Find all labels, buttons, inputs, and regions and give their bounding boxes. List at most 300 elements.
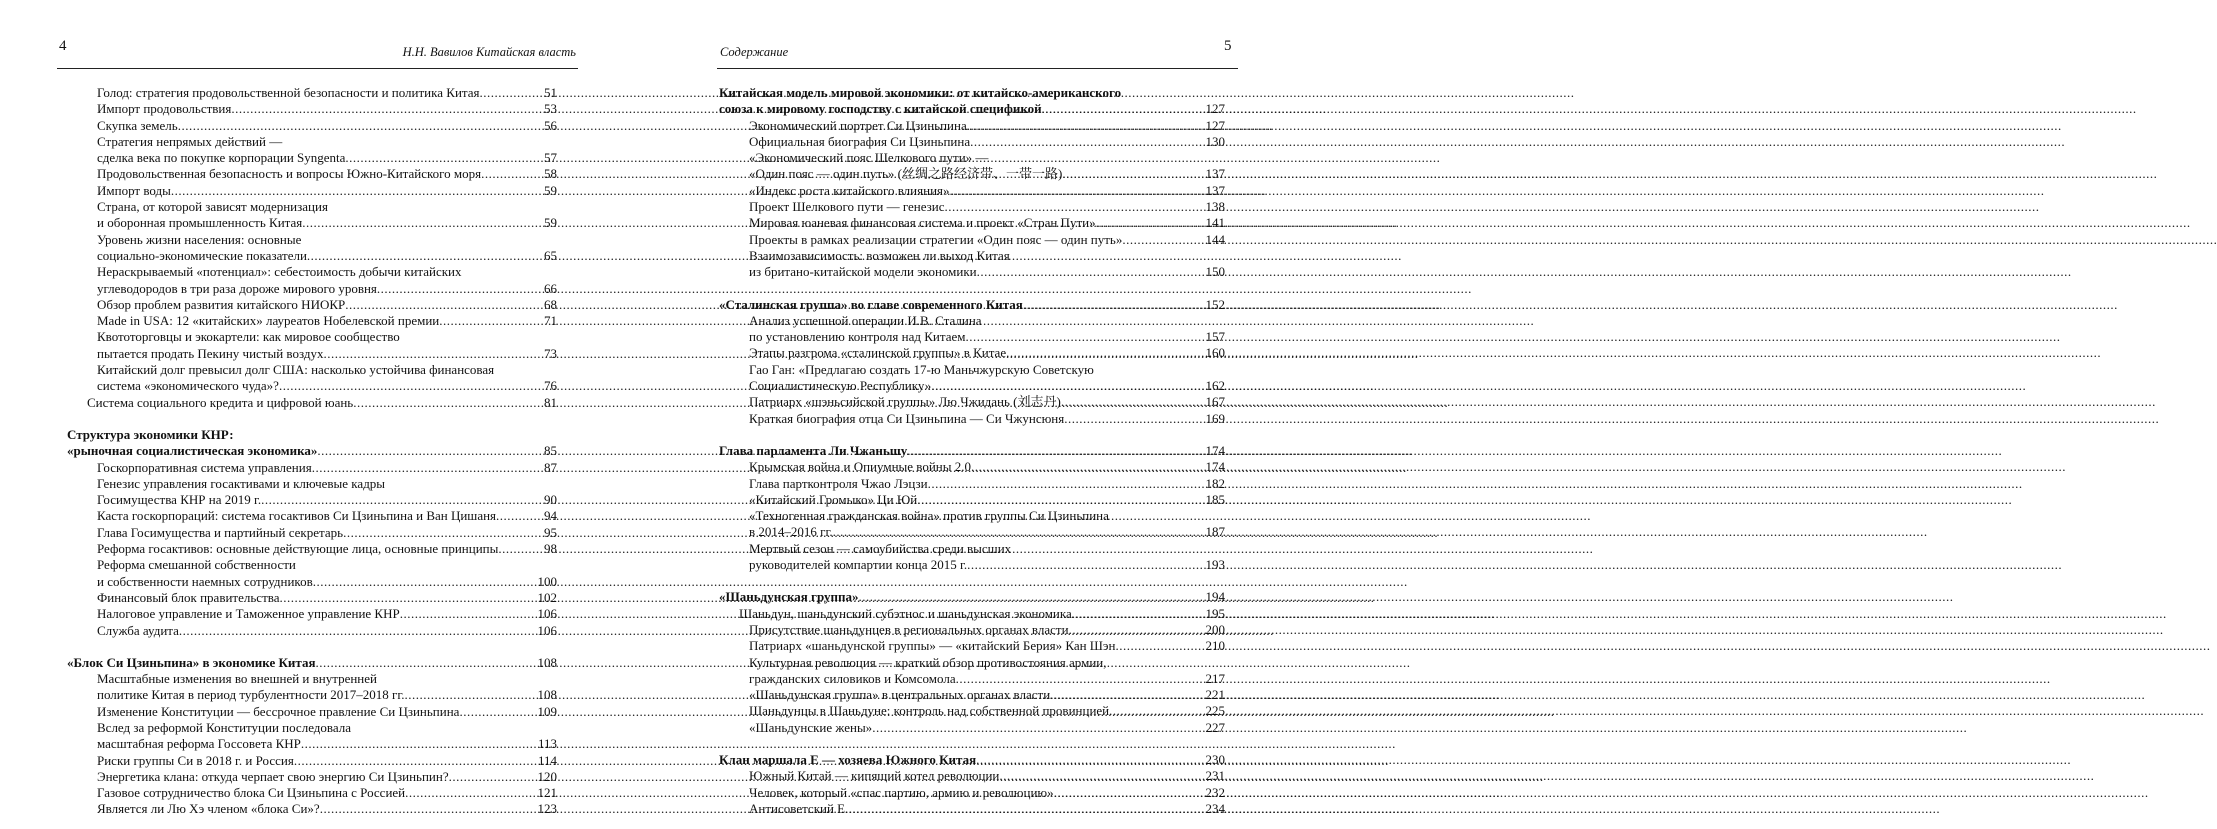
toc-page-number: 221: [1205, 687, 1225, 703]
dot-leader: [324, 346, 545, 362]
toc-entry: [719, 720, 1225, 736]
toc-entry-title-line: Шаньдун, шаньдунский субэтнос и шаньдунская экономика: [739, 605, 1072, 621]
toc-entry-title-line: Мировая юаневая финансовая система и проект «Стран Пути»: [749, 215, 1096, 231]
toc-entry-title-line: из британо-китайской модели экономики: [749, 264, 977, 280]
toc-entry-line: [97, 508, 557, 524]
dot-leader: [343, 525, 544, 541]
toc-page-number: 225: [1205, 703, 1225, 719]
toc-entry-title-line: Анализ успешной операции И.В. Сталина: [749, 312, 982, 328]
toc-entry-title-line: Антисоветский Е: [749, 800, 846, 816]
toc-entry-title-line: в 2014–2016 гг.: [749, 524, 833, 540]
toc-entry: [719, 215, 1225, 231]
toc-entry: [67, 329, 557, 362]
toc-entry-title-line: углеводородов в три раза дороже мирового уровня: [97, 280, 377, 296]
toc-entry-title-line: Присутствие шаньдунцев в региональных органах власти: [749, 621, 1069, 637]
dot-leader: [353, 395, 544, 411]
toc-page-number: 57: [544, 150, 557, 166]
toc-entry-title-line: Газовое сотрудничество блока Си Цзиньпина с Россией: [97, 785, 406, 801]
toc-entry-line: [749, 411, 1225, 427]
dot-leader: [967, 118, 1206, 134]
toc-entry-title-line: Служба аудита: [97, 622, 179, 638]
toc-entry-title-line: Импорт продовольствия: [97, 101, 232, 117]
toc-entry-title-line: Скупка земель: [97, 117, 178, 133]
toc-page-number: 193: [1205, 557, 1225, 573]
toc-page-number: 114: [537, 752, 557, 768]
toc-entry-line: [749, 638, 1225, 654]
toc-entry-title-line: «рыночная социалистическая экономика»: [67, 443, 318, 459]
toc-entry-line: [97, 85, 557, 101]
toc-entry-title-line: Глава партконтроля Чжао Лэцзи: [749, 475, 928, 491]
toc-page-number: 141: [1205, 215, 1225, 231]
toc-page-number: 65: [544, 247, 557, 263]
toc-entry-title-line: Госкорпоративная система управления: [97, 459, 312, 475]
toc-entry-line: [97, 346, 557, 362]
toc-entry: [67, 183, 557, 199]
toc-entry: [67, 557, 557, 590]
toc-entry-title-line: Нераскрываемый «потенциал»: себестоимость добычи китайских: [97, 264, 462, 280]
dot-leader: [945, 199, 1206, 215]
dot-leader: [928, 476, 1206, 492]
toc-page-number: 130: [1205, 133, 1225, 149]
toc-entry-title-line: «Техногенная гражданская война» против группы Си Цзиньпина: [749, 508, 1109, 524]
toc-entry: [719, 638, 1225, 654]
left-page: [0, 0, 640, 829]
toc-entry-title-line: Масштабные изменения во внешней и внутренней: [97, 671, 377, 687]
toc-entry-title-line: Патриарх «шэньсийской группы» Лю Чжидань (刘志丹): [749, 394, 1061, 410]
toc-entry-line: [719, 443, 1225, 459]
toc-entry-line: [97, 118, 557, 134]
dot-leader: [1115, 638, 1205, 654]
toc-entry-title-line: Уровень жизни населения: основные: [97, 231, 302, 247]
dot-leader: [449, 769, 538, 785]
toc-page-number: 94: [544, 508, 557, 524]
dot-leader: [967, 557, 1205, 573]
toc-page-number: 66: [544, 280, 557, 296]
toc-page-number: 98: [544, 541, 557, 557]
toc-entry-title-line: Продовольственная безопасность и вопросы Южно-Китайского моря: [97, 166, 482, 182]
toc-page-number: 87: [544, 459, 557, 475]
toc-entry: [67, 623, 557, 639]
toc-entry-title-line: «Сталинская группа» во главе современного Китая: [719, 296, 1023, 312]
dot-leader: [931, 378, 1205, 394]
dot-leader: [976, 752, 1205, 768]
toc-page-number: 234: [1205, 800, 1225, 816]
toc-entry: [67, 362, 557, 395]
toc-chapter: [719, 443, 1225, 459]
toc-entry-line: [97, 297, 557, 313]
toc-entry: [719, 345, 1225, 361]
toc-entry-line: [97, 460, 557, 476]
running-head: Содержание: [720, 45, 789, 59]
toc-entry: [67, 541, 557, 557]
dot-leader: [294, 753, 538, 769]
toc-page-number: 169: [1205, 410, 1225, 426]
dot-leader: [405, 785, 537, 801]
toc-entry-title-line: Налоговое управление и Таможенное управление КНР: [97, 606, 400, 622]
toc-entry: [719, 687, 1225, 703]
toc-entry: [719, 459, 1225, 475]
toc-page-number: 217: [1205, 670, 1225, 686]
toc-entry: [719, 655, 1225, 688]
dot-leader: [439, 313, 544, 329]
dot-leader: [1042, 101, 1206, 117]
toc-entry-title-line: «Экономический пояс Шелкового пути» —: [749, 150, 989, 166]
toc-entry-line: [719, 101, 1225, 117]
toc-entry: [67, 769, 557, 785]
toc-page-number: 121: [537, 785, 557, 801]
toc-entry-line: [749, 215, 1225, 231]
toc-chapter: [67, 427, 557, 460]
toc-entry: [67, 101, 557, 117]
toc-page-number: 108: [537, 654, 557, 670]
toc-entry-line: [97, 313, 557, 329]
running-head: Н.Н. Вавилов Китайская власть: [402, 45, 576, 59]
toc-entry-title-line: Проекты в рамках реализации стратегии «Один пояс — один путь»: [749, 231, 1123, 247]
toc-entry: [719, 801, 1225, 817]
toc-entry-line: [739, 606, 1225, 622]
toc-page-number: 194: [1205, 589, 1225, 605]
toc-page-number: 167: [1205, 394, 1225, 410]
toc-entry-line: [749, 476, 1225, 492]
dot-leader: [301, 736, 538, 752]
toc-entry: [719, 199, 1225, 215]
toc-entry: [67, 460, 557, 476]
toc-entry-title-line: Китайская модель мировой экономики: от китайско-американского: [719, 85, 1122, 100]
toc-entry: [719, 768, 1225, 784]
toc-entry-line: [749, 459, 1225, 475]
toc-entry: [719, 476, 1225, 492]
toc-entry-title-line: Этапы разгрома «сталинской группы» в Китае: [749, 345, 1007, 361]
toc-entry: [67, 264, 557, 297]
toc-entry: [67, 313, 557, 329]
toc-entry-title-line: Вслед за реформой Конституции последовала: [97, 719, 352, 735]
toc-entry-title-line: Экономический портрет Си Цзиньпина: [749, 117, 967, 133]
toc-entry: [67, 525, 557, 541]
toc-page-number: 73: [544, 345, 557, 361]
toc-entry: [719, 183, 1225, 199]
toc-entry-title-line: «Шаньдунская группа» в центральных органах власти: [749, 687, 1051, 703]
dot-leader: [496, 508, 544, 524]
toc-entry-line: [97, 215, 557, 231]
toc-page-number: 160: [1205, 345, 1225, 361]
dot-leader: [480, 85, 545, 101]
header-rule: [57, 68, 578, 69]
toc-entry-line: [97, 166, 557, 182]
toc-entry-title-line: «Индекс роста китайского влияния»: [749, 182, 950, 198]
toc-entry-title-line: Каста госкорпораций: система госактивов Си Цзиньпина и Ван Цишаня: [97, 508, 497, 524]
toc-page-number: 59: [544, 215, 557, 231]
toc-entry: [719, 150, 1225, 183]
toc-page-number: 182: [1205, 475, 1225, 491]
dot-leader: [315, 655, 537, 671]
dot-leader: [377, 281, 544, 297]
toc-entry-line: [749, 329, 1225, 345]
toc-entry-line: [719, 589, 1225, 605]
toc-entry: [67, 166, 557, 182]
toc-entry-title-line: Шаньдунцы в Шаньдуне: контроль над собственной провинцией: [749, 703, 1110, 719]
toc-entry-line: [749, 394, 1225, 410]
toc-entry-title-line: Человек, который «спас партию, армию и революцию»: [749, 784, 1054, 800]
dot-leader: [1109, 703, 1205, 719]
toc-entry-title-line: Импорт воды: [97, 182, 171, 198]
toc-page-number: 195: [1205, 605, 1225, 621]
toc-page-number: 231: [1205, 768, 1225, 784]
toc-entry-title-line: Система социального кредита и цифровой юань: [87, 394, 354, 410]
toc-entry-title-line: «Блок Си Цзиньпина» в экономике Китая: [67, 654, 316, 670]
toc-entry: [719, 785, 1225, 801]
toc-entry-title-line: Крымская война и Опиумные войны 2.0: [749, 459, 971, 475]
dot-leader: [178, 118, 544, 134]
toc-entry-title-line: политике Китая в период турбулентности 2017–2018 гг.: [97, 687, 405, 703]
toc-entry-line: [749, 264, 1225, 280]
dot-leader: [1064, 411, 1205, 427]
toc-page-number: 85: [544, 443, 557, 459]
toc-entry-title-line: «Шаньдунская группа»: [719, 589, 859, 605]
toc-entry: [67, 395, 557, 411]
dot-leader: [1006, 345, 1205, 361]
dot-leader: [907, 443, 1205, 459]
toc-entry-title-line: Мертвый сезон — самоубийства среди высших: [749, 540, 1012, 556]
toc-entry: [67, 134, 557, 167]
toc-entry-title-line: Южный Китай — кипящий котел революции: [749, 768, 1000, 784]
toc-entry-line: [97, 801, 557, 817]
toc-page-number: 150: [1205, 264, 1225, 280]
toc-entry-title-line: союза к мировому господству с китайской спецификой: [719, 101, 1042, 117]
toc-entry-title-line: сделка века по покупке корпорации Syngenta: [97, 150, 346, 166]
toc-page-number: 138: [1205, 199, 1225, 215]
toc-page-number: 200: [1205, 621, 1225, 637]
dot-leader: [859, 589, 1206, 605]
page-number: 5: [1224, 38, 1232, 54]
toc-entry-line: [97, 574, 557, 590]
toc-page-number: 113: [537, 736, 557, 752]
toc-page-number: 137: [1205, 182, 1225, 198]
toc-entry: [719, 541, 1225, 574]
dot-leader: [313, 574, 538, 590]
toc-entry-title-line: пытается продать Пекину чистый воздух: [97, 345, 324, 361]
toc-page-number: 59: [544, 182, 557, 198]
toc-entry-line: [97, 704, 557, 720]
dot-leader: [1096, 215, 1206, 231]
toc-page-number: 100: [537, 573, 557, 589]
toc-entry: [719, 394, 1225, 410]
toc-entry-line: [67, 655, 557, 671]
toc-entry: [67, 232, 557, 265]
dot-leader: [872, 720, 1205, 736]
dot-leader: [1050, 687, 1205, 703]
toc-entry: [67, 85, 557, 101]
toc-page-number: 174: [1205, 442, 1225, 458]
toc-entry-line: [97, 378, 557, 394]
dot-leader: [261, 492, 544, 508]
toc-page-number: 58: [544, 166, 557, 182]
toc-page-number: 123: [537, 801, 557, 817]
toc-page-number: 174: [1205, 459, 1225, 475]
toc-entry: [719, 134, 1225, 150]
dot-leader: [498, 541, 544, 557]
toc-entry-line: [749, 166, 1225, 182]
dot-leader: [1072, 606, 1206, 622]
toc-entry: [67, 199, 557, 232]
toc-page-number: 90: [544, 492, 557, 508]
toc-entry: [719, 313, 1225, 346]
toc-entry-title-line: Китайский долг превысил долг США: насколько устойчива финансовая: [97, 362, 495, 378]
toc-entry-title-line: Стратегия непрямых действий —: [97, 133, 283, 149]
toc-entry-line: [67, 443, 557, 459]
toc-entry-title-line: Является ли Лю Хэ членом «блока Си»?: [97, 801, 320, 817]
toc-page-number: 76: [544, 378, 557, 394]
toc-entry: [719, 118, 1225, 134]
toc-page-number: 227: [1205, 719, 1225, 735]
toc-page-number: 144: [1205, 231, 1225, 247]
toc-entry-line: [749, 378, 1225, 394]
toc-entry: [67, 508, 557, 524]
toc-page-number: 53: [544, 101, 557, 117]
toc-entry-title-line: Финансовый блок правительства: [97, 589, 280, 605]
toc-entry-title-line: Культурная революция — краткий обзор противостояния армии,: [749, 654, 1107, 670]
dot-leader: [1062, 166, 1205, 182]
toc-entry-title-line: гражданских силовиков и Комсомола: [749, 670, 956, 686]
toc-entry-line: [97, 183, 557, 199]
toc-entry-line: [749, 524, 1225, 540]
dot-leader: [307, 248, 544, 264]
toc-entry: [67, 720, 557, 753]
toc-entry-line: [97, 281, 557, 297]
toc-page-number: 95: [544, 524, 557, 540]
toc-entry-title-line: Глава Госимущества и партийный секретарь: [97, 524, 344, 540]
toc-page-number: 162: [1205, 378, 1225, 394]
toc-entry-line: [749, 557, 1225, 573]
toc-entry-line: [97, 736, 557, 752]
dot-leader: [231, 101, 544, 117]
toc-entry: [719, 606, 1225, 622]
dot-leader: [1023, 297, 1206, 313]
toc-entry: [67, 118, 557, 134]
toc-page-number: 102: [537, 589, 557, 605]
toc-entry-title-line: Гао Ган: «Предлагаю создать 17-ю Маньчжурскую Советскую: [749, 361, 1094, 377]
toc-entry: [719, 232, 1225, 248]
toc-entry-title-line: Клан маршала Е — хозяева Южного Китая: [719, 751, 977, 767]
toc-entry-title-line: Патриарх «шаньдунской группы» — «китайский Берия» Кан Шэн: [749, 638, 1116, 654]
toc-entry-line: [97, 541, 557, 557]
toc-page-number: 68: [544, 296, 557, 312]
toc-entry-line: [719, 752, 1225, 768]
toc-chapter: [67, 655, 557, 671]
toc-entry: [719, 622, 1225, 638]
toc-page-number: 56: [544, 117, 557, 133]
toc-entry-title-line: Глава парламента Ли Чжаньшу: [719, 442, 908, 458]
toc-page-number: 210: [1205, 638, 1225, 654]
toc-entry-title-line: Риски группы Си в 2018 г. и Россия: [97, 752, 294, 768]
toc-entry-line: [97, 492, 557, 508]
toc-page-number: 230: [1205, 751, 1225, 767]
dot-leader: [956, 671, 1206, 687]
toc-entry-title-line: «Китайский Громыко» Ци Юй: [749, 491, 918, 507]
toc-entry-line: [97, 623, 557, 639]
dot-leader: [965, 329, 1205, 345]
toc-list: [67, 85, 557, 818]
toc-page-number: 157: [1205, 329, 1225, 345]
toc-entry: [67, 590, 557, 606]
dot-leader: [171, 183, 544, 199]
toc-entry-line: [97, 590, 557, 606]
toc-page-number: 120: [537, 768, 557, 784]
dot-leader: [279, 590, 537, 606]
toc-chapter: [719, 752, 1225, 768]
toc-entry-title-line: Реформа смешанной собственности: [97, 557, 296, 573]
toc-entry: [67, 606, 557, 622]
toc-entry-title-line: социально-экономические показатели: [97, 247, 307, 263]
toc-entry: [67, 785, 557, 801]
dot-leader: [405, 687, 538, 703]
toc-entry-line: [749, 801, 1225, 817]
toc-page-number: 185: [1205, 491, 1225, 507]
toc-entry-title-line: Обзор проблем развития китайского НИОКР: [97, 296, 346, 312]
toc-page-number: 187: [1205, 524, 1225, 540]
toc-entry: [67, 753, 557, 769]
toc-entry-line: [97, 248, 557, 264]
dot-leader: [302, 215, 544, 231]
toc-entry-title-line: «Один пояс — один путь» (丝绸之路经济带、一带一路): [749, 166, 1063, 182]
toc-entry-line: [97, 525, 557, 541]
toc-entry-title-line: Краткая биография отца Си Цзиньпина — Си Чжунсюня: [749, 410, 1065, 426]
toc-entry-title-line: и собственности наемных сотрудников: [97, 573, 313, 589]
toc-entry-line: [97, 101, 557, 117]
toc-page-number: 137: [1205, 166, 1225, 182]
toc-entry-title-line: и оборонная промышленность Китая: [97, 215, 303, 231]
toc-chapter: [719, 297, 1225, 313]
toc-entry-title-line: Реформа госактивов: основные действующие лица, основные принципы: [97, 541, 499, 557]
toc-page-number: 108: [537, 687, 557, 703]
dot-leader: [320, 801, 538, 817]
dot-leader: [1122, 232, 1205, 248]
dot-leader: [971, 459, 1206, 475]
toc-page-number: 106: [537, 622, 557, 638]
dot-leader: [999, 768, 1205, 784]
toc-page-number: 109: [537, 703, 557, 719]
toc-entry-line: [97, 785, 557, 801]
toc-entry: [67, 671, 557, 704]
toc-entry-title-line: Генезис управления госактивами и ключевые кадры: [97, 475, 386, 491]
toc-entry-line: [749, 199, 1225, 215]
dot-leader: [312, 460, 544, 476]
toc-page-number: 106: [537, 606, 557, 622]
toc-list: [719, 85, 1225, 817]
toc-entry-line: [749, 785, 1225, 801]
toc-entry-title-line: Страна, от которой зависят модернизация: [97, 199, 328, 215]
toc-entry: [67, 297, 557, 313]
dot-leader: [400, 606, 538, 622]
dot-leader: [345, 297, 544, 313]
toc-entry-line: [749, 232, 1225, 248]
dot-leader: [1054, 785, 1206, 801]
toc-entry-line: [749, 703, 1225, 719]
toc-entry-line: [749, 687, 1225, 703]
dot-leader: [833, 524, 1206, 540]
toc-entry-line: [749, 768, 1225, 784]
toc-entry-title-line: Голод: стратегия продовольственной безопасности и политика Китая: [97, 85, 480, 100]
toc-chapter: [719, 589, 1225, 605]
toc-entry-line: [749, 492, 1225, 508]
toc-page-number: 51: [544, 85, 557, 100]
dot-leader: [317, 443, 544, 459]
toc-entry-title-line: Энергетика клана: откуда черпает свою энергию Си Цзиньпин?: [97, 768, 449, 784]
toc-entry-title-line: по установлению контроля над Китаем: [749, 329, 966, 345]
dot-leader: [1069, 622, 1206, 638]
toc-entry-line: [97, 687, 557, 703]
toc-entry-title-line: Официальная биография Си Цзиньпина: [749, 133, 971, 149]
toc-entry: [67, 704, 557, 720]
